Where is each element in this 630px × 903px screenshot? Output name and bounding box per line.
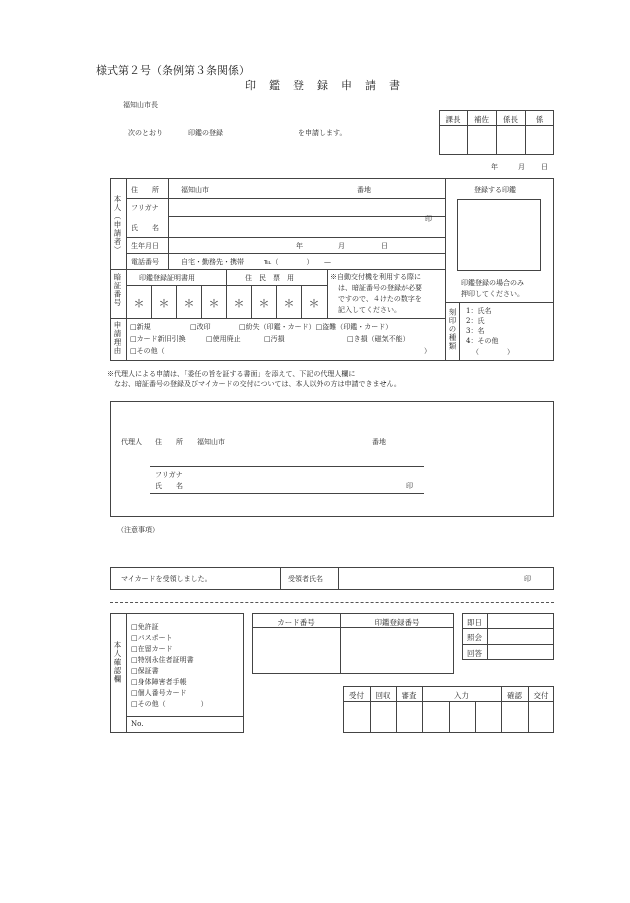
date-day: 日 (541, 163, 548, 171)
addressee: 福知山市長 (123, 101, 158, 109)
status-shokai: 照会 (467, 633, 482, 642)
identity-special-resident[interactable]: □特別永住者証明書 (131, 656, 194, 664)
receipt-text: マイカードを受領しました。 (121, 575, 212, 583)
proc-nyuryoku: 入力 (454, 691, 469, 700)
proxy-name-field[interactable] (200, 470, 390, 492)
pin-side-label: 暗証番号 (113, 273, 122, 307)
engraving-item-1[interactable]: 1：氏名 (466, 307, 492, 315)
intro-text-2: 印鑑の登録 (188, 129, 223, 137)
pin-digit-5[interactable]: ＊ (233, 297, 245, 310)
reason-other[interactable]: □その他（ (130, 347, 165, 355)
proxy-note-1: ※代理人による申請は、「委任の旨を証する書面」を添えて、下記の代理人欄に (107, 370, 356, 378)
intro-text-1: 次のとおり (128, 129, 163, 137)
identity-license[interactable]: □免許証 (131, 623, 159, 631)
phone-tel: ℡（ ） — (264, 258, 332, 266)
form-number: 様式第２号（条例第３条関係） (96, 64, 250, 77)
pin-note-3: ですので、４けたの数字を (338, 295, 422, 303)
proxy-banchi: 番地 (372, 438, 386, 446)
reason-change[interactable]: □改印 (190, 323, 211, 331)
reason-new[interactable]: □新規 (130, 323, 151, 331)
proxy-label: 代理人 (121, 438, 142, 446)
identity-passport[interactable]: □パスポート (131, 634, 173, 642)
applicant-side-label: 本人（申請者） (113, 195, 122, 255)
approval-col-hosa: 補佐 (474, 115, 489, 124)
engraving-item-2[interactable]: 2：氏 (466, 317, 485, 325)
proc-shinsa: 審査 (401, 691, 417, 700)
applicant-seal-mark: 印 (425, 215, 432, 223)
proxy-furigana-label: フリガナ (155, 471, 183, 479)
engraving-item-5: （ ） (472, 348, 514, 356)
phone-types: 自宅・勤務先・携帯 (181, 258, 244, 266)
seal-impression-box[interactable] (457, 199, 541, 271)
identity-guarantee[interactable]: □保証書 (131, 667, 159, 675)
pin-digit-6[interactable]: ＊ (258, 297, 270, 310)
address-label: 住 所 (131, 186, 159, 194)
proc-kakunin: 確認 (507, 691, 522, 700)
birth-label: 生年月日 (131, 242, 159, 250)
birth-month: 月 (338, 242, 345, 250)
proc-kofu: 交付 (533, 691, 549, 700)
identity-disability-book[interactable]: □身体障害者手帳 (131, 678, 187, 686)
pin-digit-8[interactable]: ＊ (308, 297, 320, 310)
pin-note-1: ※自動交付機を利用する際に (330, 273, 421, 281)
proxy-note-2: なお、暗証番号の登録及びマイカードの交付については、本人以外の方は申請できません。 (114, 380, 401, 388)
pin-digit-4[interactable]: ＊ (208, 297, 220, 310)
proxy-name-label: 氏 名 (155, 482, 183, 490)
proxy-seal-mark: 印 (406, 482, 413, 490)
seal-reg-number-header: 印鑑登録番号 (374, 618, 420, 627)
birth-day: 日 (381, 242, 388, 250)
engraving-item-4[interactable]: 4：その他 (466, 337, 499, 345)
proc-kaishu: 回収 (375, 691, 391, 700)
seal-note-2: 押印してください。 (461, 290, 524, 298)
pin-juminhyo-label: 住 民 票 用 (245, 274, 294, 282)
furigana-field[interactable] (172, 201, 412, 215)
engraving-item-3[interactable]: 3：名 (466, 327, 485, 335)
name-label: 氏 名 (131, 224, 159, 232)
name-field[interactable] (172, 218, 412, 236)
status-sokujitsu: 即日 (467, 618, 482, 627)
notes-label: （注意事項） (117, 526, 159, 534)
proxy-address-field[interactable] (240, 450, 360, 464)
identity-side-label: 本人確認欄 (113, 641, 122, 684)
proc-uketsuke: 受付 (349, 691, 364, 700)
date-year: 年 (491, 163, 498, 171)
reason-soiled[interactable]: □汚損 (264, 335, 285, 343)
seal-reg-number-field[interactable] (344, 630, 450, 670)
address-city: 福知山市 (181, 186, 209, 194)
pin-digit-1[interactable]: ＊ (133, 297, 145, 310)
pin-note-2: は、暗証番号の登録が必要 (338, 284, 422, 292)
furigana-label: フリガナ (131, 204, 159, 212)
receiver-label: 受領者氏名 (288, 575, 323, 583)
intro-text-3: を申請します。 (298, 129, 347, 137)
identity-no-label: No. (131, 720, 144, 728)
receipt-seal-mark: 印 (524, 575, 531, 583)
pin-note-4: 記入してください。 (338, 306, 401, 314)
pin-cert-label: 印鑑登録証明書用 (139, 274, 195, 282)
reason-other-close: ） (424, 347, 431, 355)
identity-mynumber-card[interactable]: □個人番号カード (131, 689, 187, 697)
seal-box-title: 登録する印鑑 (474, 186, 516, 194)
date-month: 月 (518, 163, 525, 171)
reason-discontinue[interactable]: □使用廃止 (206, 335, 241, 343)
dashed-separator (110, 602, 554, 603)
seal-note-1: 印鑑登録の場合のみ (461, 279, 524, 287)
identity-residence-card[interactable]: □在留カード (131, 645, 173, 653)
address-banchi: 番地 (357, 186, 371, 194)
proxy-address-label: 住 所 (155, 438, 183, 446)
phone-label: 電話番号 (131, 258, 159, 266)
reason-damaged[interactable]: □き損（磁気不能） (347, 335, 410, 343)
pin-digit-3[interactable]: ＊ (183, 297, 195, 310)
approval-col-kakaricho: 係長 (503, 115, 518, 124)
reason-lost-stolen[interactable]: □紛失（印鑑・カード）□盗難（印鑑・カード） (239, 323, 393, 331)
card-number-header: カード番号 (277, 618, 315, 627)
approval-col-kakari: 係 (535, 115, 544, 124)
status-kaito: 回答 (467, 649, 482, 658)
birth-year: 年 (296, 242, 303, 250)
pin-digit-7[interactable]: ＊ (283, 297, 295, 310)
proxy-address-city: 福知山市 (197, 438, 225, 446)
form-title: 印 鑑 登 録 申 請 書 (245, 79, 401, 92)
pin-digit-2[interactable]: ＊ (158, 297, 170, 310)
engraving-side-label: 刻印の種類 (448, 308, 457, 351)
approval-col-kacho: 課長 (445, 115, 461, 124)
card-number-field[interactable] (256, 630, 336, 670)
reason-card-exchange[interactable]: □カード新旧引換 (130, 335, 186, 343)
identity-other[interactable]: □その他（ ） (131, 700, 208, 708)
receiver-name-field[interactable] (342, 570, 512, 587)
reason-side-label: 申請理由 (113, 321, 122, 355)
